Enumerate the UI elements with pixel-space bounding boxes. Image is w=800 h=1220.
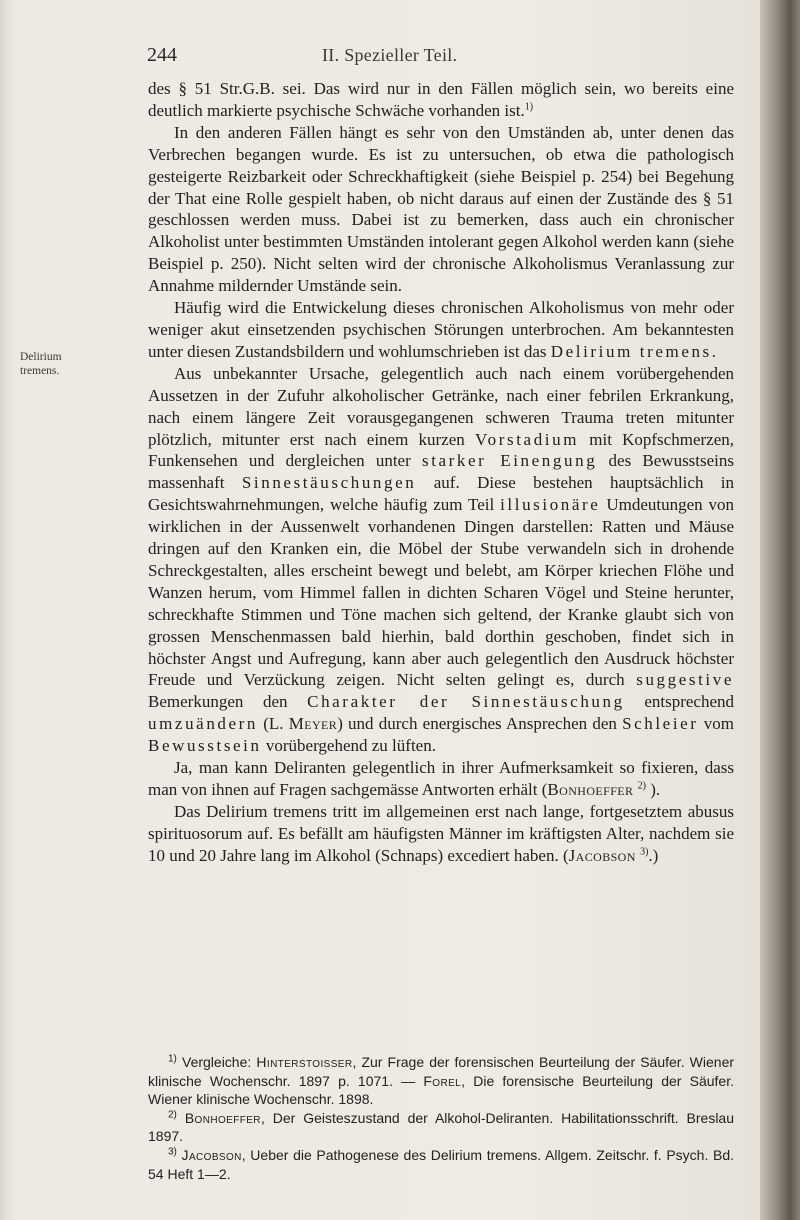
- footnote: $^{2)}$ Bonhoeffer, Der Geisteszustand der Alkohol-Deliranten. Habilitationsschrift. Breslau 1897.: [148, 1109, 735, 1145]
- author-name: Meyer: [288, 714, 338, 734]
- paragraph: In den anderen Fällen hängt es sehr von den Umständen ab, unter denen das Verbrechen begangen wurde. Es ist zu untersuchen, ob etwa die pathologisch gesteigerte Reizbarkeit oder Schreckhaftigkeit (siehe Beispiel p. 254) bei Begehung der That eine Rolle gespielt haben, ob nicht daraus auf einen der Zustände des § 51 geschlossen werden muss. Dabei ist zu bemerken, dass auch ein chronischer Alkoholist unter bestimmten Umständen intolerant gegen Alkohol werden kann (siehe Beispiel p. 250). Nicht selten wird der chronische Alkoholismus Veranlassung zur Annahme mildernder Umstände sein.: [148, 122, 734, 296]
- author-name: Bonhoeffer: [547, 780, 634, 799]
- emphasis: Delirium tremens.: [550, 341, 719, 361]
- emphasis: Sinnestäuschungen: [241, 473, 417, 493]
- running-head: II. Spezieller Teil.: [322, 45, 458, 65]
- emphasis: Charakter der Sinnestäuschung: [307, 692, 625, 712]
- footnote-ref: 2): [637, 780, 646, 792]
- footnote: $^{1)}$ Vergleiche: Hinterstoisser, Zur Frage der forensischen Beurteilung der Säufer. Wiener klinische Wochenschr. 1897 p. 1071. — Forel, Die forensische Beurteilung der Säufer. Wiener klinische Wochenschr. 1898.: [148, 1053, 735, 1108]
- footnote-ref: 1): [524, 101, 534, 113]
- author-name: Hinterstoisser: [256, 1054, 353, 1070]
- author-name: Jacobson: [181, 1146, 242, 1163]
- emphasis: starker Einengung: [421, 451, 598, 471]
- emphasis: Bewusstsein: [148, 736, 262, 756]
- paragraph: Häufig wird die Entwickelung dieses chronischen Alkoholismus von mehr oder weniger akut einsetzenden psychischen Störungen unterbrochen. Am bekanntesten unter diesen Zustandsbildern und wohlumschrieben ist das Delirium tremens.: [148, 298, 734, 361]
- emphasis: Vorstadium: [474, 429, 580, 449]
- emphasis: Schleier: [622, 714, 699, 734]
- paragraph: Ja, man kann Deliranten gelegentlich in ihrer Aufmerksamkeit so fixieren, dass man von ihnen auf Fragen sachgemässe Antworten erhält (Bonhoeffer $^{2)}$ ).: [148, 758, 734, 799]
- paragraph: Das Delirium tremens tritt im allgemeinen erst nach lange, fortgesetztem abusus spirituosorum auf. Es befällt am häufigsten Männer im kräftigsten Alter, nachdem sie 10 und 20 Jahre lang im Alkohol (Schnaps) excediert haben. (Jacobson $^{3)}$.): [148, 801, 734, 865]
- paragraph: Aus unbekannter Ursache, gelegentlich auch nach einem vorübergehenden Aussetzen in der Zufuhr alkoholischer Getränke, nach einer febrilen Erkrankung, nach einem längere Zeit vorausgegangenen schweren Trauma treten mitunter plötzlich, mitunter erst nach einem kurzen Vorstadium mit Kopfschmerzen, Funkensehen und dergleichen unter starker Einengung des Bewusstseins massenhaft Sinnestäuschungen auf. Diese bestehen hauptsächlich in Gesichtswahrnehmungen, welche häufig zum Teil illusionäre Umdeutungen von wirklichen in der Aussenwelt vorhandenen Dingen darstellen: Ratten und Mäuse dringen auf den Kranken ein, die Möbel der Stube verwandeln sich in drohende Schreckgestalten, alles erscheint bewegt und belebt, am Körper kriechen Flöhe und Wanzen herum, vom Himmel fallen in dichten Scharen Vögel und Steine herunter, schreckhafte Stimmen und Töne machen sich geltend, der Kranke glaubt sich von grossen Menschenmassen bald hierhin, bald dorthin geschoben, findet sich in höchster Angst und Aufregung, kann aber auch gelegentlich den Ausdruck höchster Freude und Verzückung zeigen. Nicht selten gelingt es, durch suggestive Bemerkungen den Charakter der Sinnestäuschung entsprechend umzuändern (L. Meyer) und durch energisches Ansprechen den Schleier vom Bewusstsein vorübergehend zu lüften.: [148, 363, 735, 756]
- book-spine-edge: [760, 0, 800, 1220]
- body-text: [148, 78, 734, 867]
- emphasis: umzuändern: [148, 714, 259, 734]
- author-name: Jacobson: [568, 845, 636, 865]
- emphasis: suggestive: [636, 670, 735, 690]
- author-name: Forel: [423, 1072, 462, 1089]
- footnote: $^{3)}$ Jacobson, Ueber die Pathogenese des Delirium tremens. Allgem. Zeitschr. f. Psych. Bd. 54 Heft 1—2.: [148, 1146, 734, 1182]
- page-number: 244: [147, 44, 177, 66]
- footnote-ref: 3): [640, 846, 649, 858]
- page-header: [0, 44, 760, 74]
- emphasis: illusionäre: [500, 495, 601, 515]
- footnotes: [148, 1053, 734, 1183]
- paragraph: des § 51 Str.G.B. sei. Das wird nur in den Fällen möglich sein, wo bereits eine deutlich markierte psychische Schwäche vorhanden ist.$^{1)}$: [148, 79, 734, 120]
- author-name: Bonhoeffer: [184, 1109, 261, 1126]
- margin-note: Delirium tremens.: [20, 351, 62, 377]
